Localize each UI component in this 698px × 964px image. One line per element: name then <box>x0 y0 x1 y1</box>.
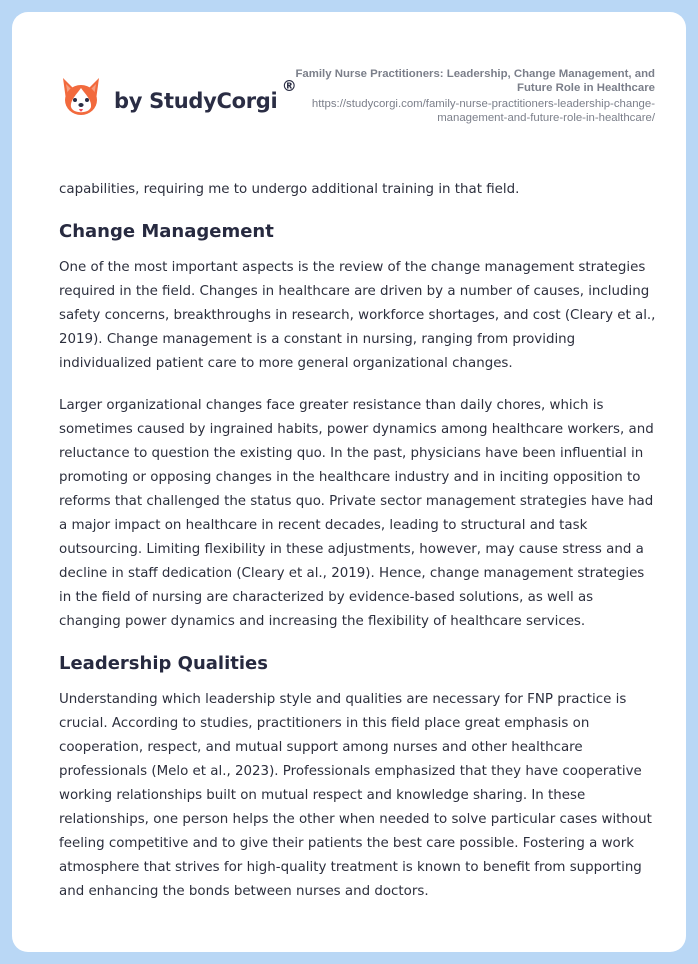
heading-leadership-qualities: Leadership Qualities <box>59 653 268 674</box>
registered-mark: ® <box>281 77 297 95</box>
paragraph: One of the most important aspects is the review of the change management strategies required in the field. Changes in healthcare are driven by a number of causes, including safety concerns, breakthroughs in research, workforce shortages, and cost (Cleary et al., 2019). Change management is a constant in nursing, ranging from providing individualized patient care to more general organizational changes. <box>59 260 656 371</box>
paragraph: Larger organizational changes face greater resistance than daily chores, which is sometimes caused by ingrained habits, power dynamics among healthcare workers, and reluctance to question the existing quo. In the past, physicians have been influential in promoting or opposing changes in the healthcare industry and in inciting opposition to reforms that challenged the status quo. Private sector management strategies have had a major impact on healthcare in recent decades, leading to structural and task outsourcing. Limiting flexibility in these adjustments, however, may cause stress and a decline in staff dedication (Cleary et al., 2019). Hence, change management strategies in the field of nursing are characterized by evidence-based solutions, as well as changing power dynamics and increasing the flexibility of healthcare services. <box>59 398 654 629</box>
logo-text: by StudyCorgi ® <box>114 77 297 113</box>
heading-change-management: Change Management <box>59 221 274 242</box>
article-body <box>59 178 659 904</box>
paragraph-intro-fragment: capabilities, requiring me to undergo additional training in that field. <box>59 182 520 197</box>
document-url[interactable]: https://studycorgi.com/family-nurse-practitioners-leadership-change-management-and-future-role-in-healthcare/ <box>311 98 655 124</box>
studycorgi-logo[interactable] <box>60 76 297 120</box>
document-meta <box>295 67 655 125</box>
paragraph: Understanding which leadership style and qualities are necessary for FNP practice is crucial. According to studies, practitioners in this field place great emphasis on cooperation, respect, and mutual support among nurses and other healthcare professionals (Melo et al., 2023). Professionals emphasized that they have cooperative working relationships built on mutual respect and knowledge sharing. In these relationships, one person helps the other when needed to solve particular cases without feeling competitive and to give their patients the best care possible. Fostering a work atmosphere that strives for high-quality treatment is known to benefit from supporting and enhancing the bonds between nurses and doctors. <box>59 692 652 899</box>
document-title: Family Nurse Practitioners: Leadership, Change Management, and Future Role in Healthcare <box>295 68 655 94</box>
document-page <box>12 12 686 952</box>
corgi-icon <box>60 76 102 120</box>
